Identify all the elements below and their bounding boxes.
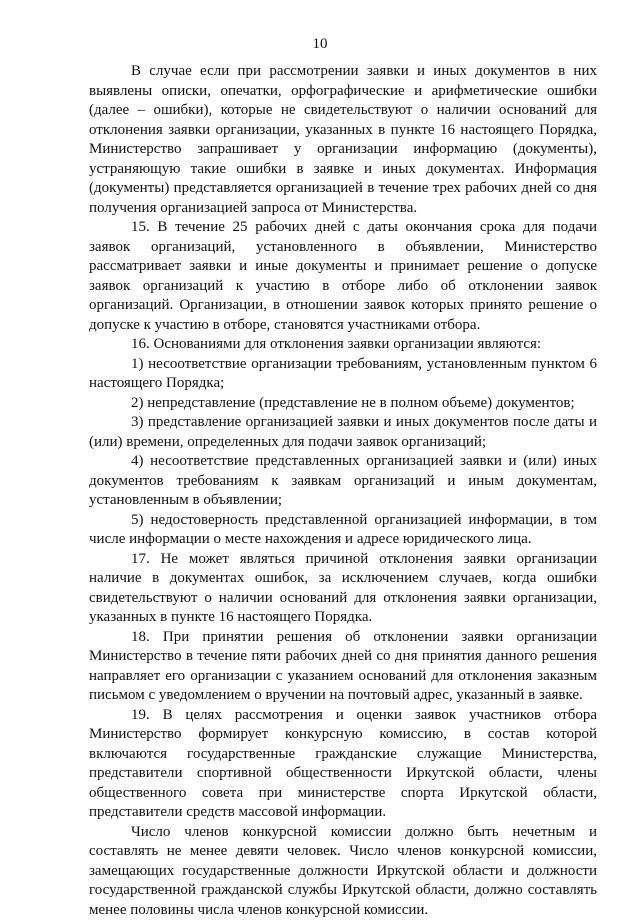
page-number: 10	[0, 34, 640, 54]
paragraph-18: 18. При принятии решения об отклонении заявки организации Министерство в течение пяти рабочих дней со дня принятия данного решения направляет его организации с указанием оснований для отклонения заказным письмом с уведомлением о вручении на почтовый адрес, указанный в заявке.	[89, 628, 597, 706]
paragraph-15: 15. В течение 25 рабочих дней с даты окончания срока для подачи заявок организаций, установленного в объявлении, Министерство рассматривает заявки и иные документы и принимает решение о допуске заявок организаций к участию в отборе либо об отклонении заявок организаций. Организации, в отношении заявок которых принято решение о допуске к участию в отборе, становятся участниками отбора.	[89, 218, 597, 335]
list-item-16-1: 1) несоответствие организации требованиям, установленным пунктом 6 настоящего Порядка;	[89, 355, 597, 394]
list-item-16-5: 5) недостоверность представленной организацией информации, в том числе информации о месте нахождения и адресе юридического лица.	[89, 511, 597, 550]
paragraph-commission-size: Число членов конкурсной комиссии должно быть нечетным и составлять не менее девяти человек. Число членов конкурсной комиссии, замещающих государственные должности Иркутской области и должности государственной гражданской службы Иркутской области, должно составлять менее половины числа членов конкурсной комиссии.	[89, 823, 597, 920]
list-item-16-3: 3) представление организацией заявки и иных документов после даты и (или) времени, определенных для подачи заявок организаций;	[89, 413, 597, 452]
document-body	[89, 62, 597, 920]
paragraph-16: 16. Основаниями для отклонения заявки организации являются:	[89, 335, 597, 355]
paragraph-errors-correction: В случае если при рассмотрении заявки и иных документов в них выявлены описки, опечатки, орфографические и арифметические ошибки (далее – ошибки), которые не свидетельствуют о наличии оснований для отклонения заявки организации, указанных в пункте 16 настоящего Порядка, Министерство запрашивает у организации информацию (документы), устраняющую такие ошибки в заявке и иных документах. Информация (документы) представляется организацией в течение трех рабочих дней со дня получения организацией запроса от Министерства.	[89, 62, 597, 218]
paragraph-19: 19. В целях рассмотрения и оценки заявок участников отбора Министерство формирует конкурсную комиссию, в состав которой включаются государственные гражданские служащие Министерства, представители спортивной общественности Иркутской области, члены общественного совета при министерстве спорта Иркутской области, представители средств массовой информации.	[89, 706, 597, 823]
list-item-16-2: 2) непредставление (представление не в полном объеме) документов;	[89, 394, 597, 414]
paragraph-17: 17. Не может являться причиной отклонения заявки организации наличие в документах ошибок, за исключением случаев, когда ошибки свидетельствуют о наличии оснований для отклонения заявки организации, указанных в пункте 16 настоящего Порядка.	[89, 550, 597, 628]
list-item-16-4: 4) несоответствие представленных организацией заявки и (или) иных документов требованиям к заявкам организаций и иным документам, установленным в объявлении;	[89, 452, 597, 511]
